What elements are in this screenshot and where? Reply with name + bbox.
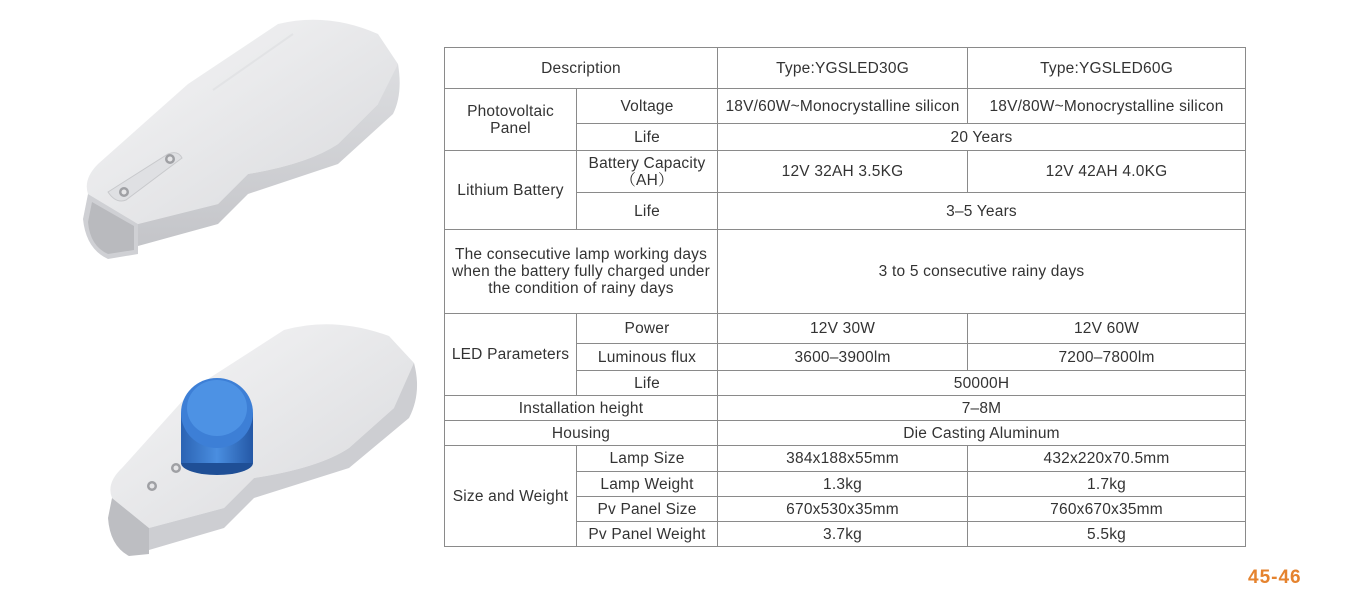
- pv-size-label: Pv Panel Size: [577, 497, 718, 522]
- power-60g: 12V 60W: [968, 314, 1246, 344]
- street-lamp-image: [78, 14, 423, 264]
- power-30g: 12V 30W: [718, 314, 968, 344]
- flux-60g: 7200–7800lm: [968, 344, 1246, 371]
- installation-label: Installation height: [445, 396, 718, 421]
- working-days-label: The consecutive lamp working days when the battery fully charged under the condition of rainy days: [445, 230, 718, 314]
- table-row: [445, 48, 1246, 89]
- lamp-size-label: Lamp Size: [577, 446, 718, 472]
- pv-life-label: Life: [577, 124, 718, 151]
- pv-weight-30g: 3.7kg: [718, 522, 968, 547]
- led-life-value: 50000H: [718, 371, 1246, 396]
- pv-size-60g: 760x670x35mm: [968, 497, 1246, 522]
- voltage-60g: 18V/80W~Monocrystalline silicon: [968, 89, 1246, 124]
- table-row: [445, 89, 1246, 124]
- led-life-label: Life: [577, 371, 718, 396]
- power-label: Power: [577, 314, 718, 344]
- led-group-label: LED Parameters: [445, 314, 577, 396]
- pv-size-30g: 670x530x35mm: [718, 497, 968, 522]
- housing-label: Housing: [445, 421, 718, 446]
- size-group-label: Size and Weight: [445, 446, 577, 547]
- table-row: [445, 230, 1246, 314]
- pv-weight-label: Pv Panel Weight: [577, 522, 718, 547]
- voltage-label: Voltage: [577, 89, 718, 124]
- pv-weight-60g: 5.5kg: [968, 522, 1246, 547]
- type-header-60g: Type:YGSLED60G: [968, 48, 1246, 89]
- lamp-weight-60g: 1.7kg: [968, 472, 1246, 497]
- battery-group-label: Lithium Battery: [445, 151, 577, 230]
- working-days-value: 3 to 5 consecutive rainy days: [718, 230, 1246, 314]
- battery-capacity-60g: 12V 42AH 4.0KG: [968, 151, 1246, 193]
- battery-capacity-30g: 12V 32AH 3.5KG: [718, 151, 968, 193]
- page-number: 45-46: [1248, 567, 1302, 588]
- lamp-weight-30g: 1.3kg: [718, 472, 968, 497]
- street-lamp-with-sensor-image: [104, 318, 424, 558]
- flux-30g: 3600–3900lm: [718, 344, 968, 371]
- specification-table: [444, 47, 1246, 547]
- table-row: [445, 314, 1246, 344]
- battery-capacity-label: Battery Capacity （AH）: [577, 151, 718, 193]
- table-row: [445, 396, 1246, 421]
- lamp-size-30g: 384x188x55mm: [718, 446, 968, 472]
- description-header: Description: [445, 48, 718, 89]
- pv-group-label: Photovoltaic Panel: [445, 89, 577, 151]
- table-row: [445, 421, 1246, 446]
- installation-value: 7–8M: [718, 396, 1246, 421]
- voltage-30g: 18V/60W~Monocrystalline silicon: [718, 89, 968, 124]
- housing-value: Die Casting Aluminum: [718, 421, 1246, 446]
- table-row: [445, 151, 1246, 193]
- lamp-size-60g: 432x220x70.5mm: [968, 446, 1246, 472]
- flux-label: Luminous flux: [577, 344, 718, 371]
- pv-life-value: 20 Years: [718, 124, 1246, 151]
- table-row: [445, 446, 1246, 472]
- type-header-30g: Type:YGSLED30G: [718, 48, 968, 89]
- lamp-weight-label: Lamp Weight: [577, 472, 718, 497]
- battery-life-value: 3–5 Years: [718, 193, 1246, 230]
- battery-life-label: Life: [577, 193, 718, 230]
